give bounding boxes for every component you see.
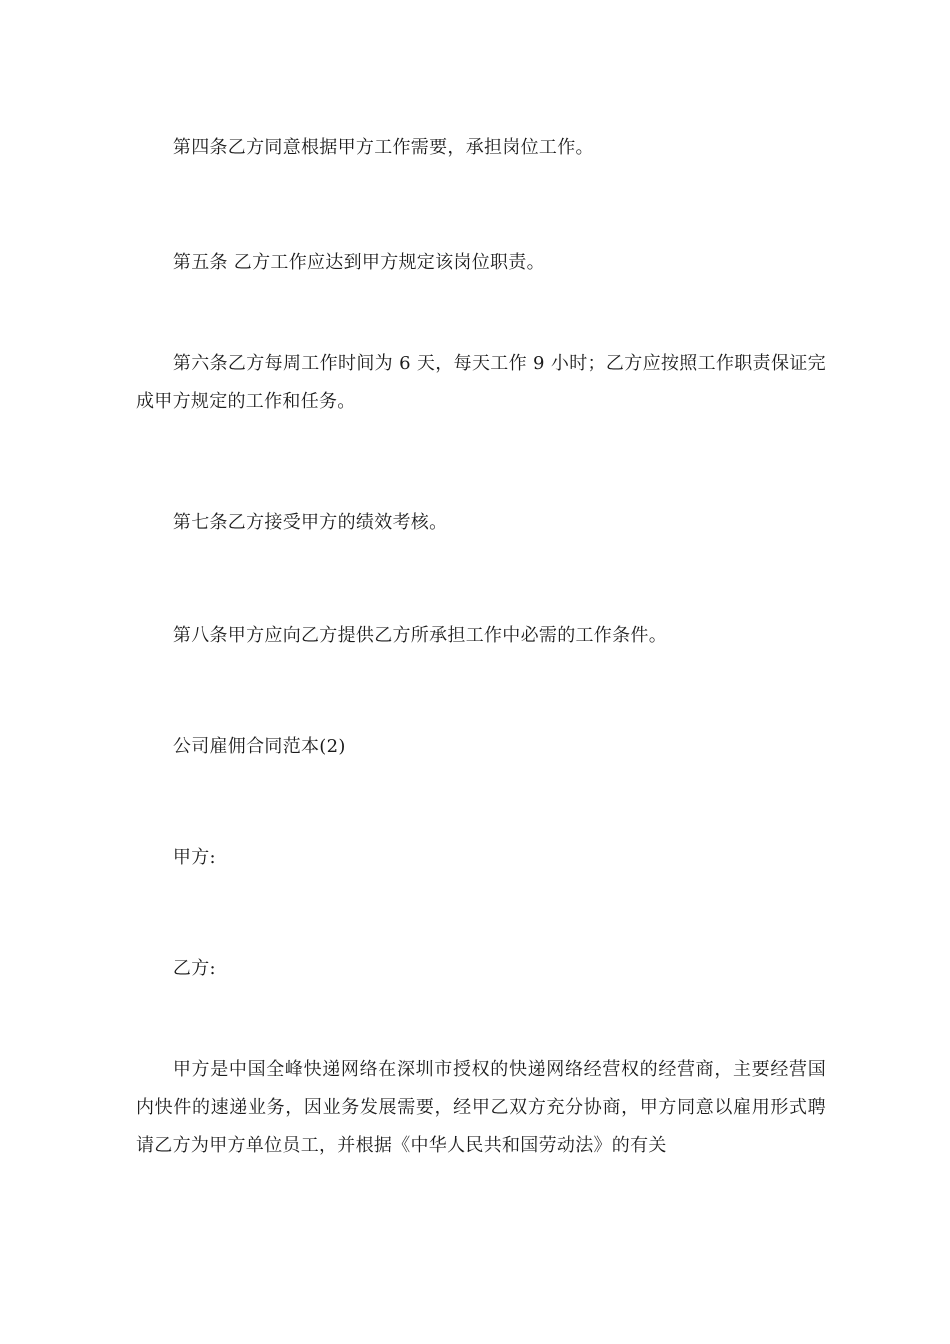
contract-title: 公司雇佣合同范本(2) — [172, 736, 346, 757]
article-7-paragraph: 第七条乙方接受甲方的绩效考核。 — [172, 512, 448, 533]
article-8-paragraph: 第八条甲方应向乙方提供乙方所承担工作中必需的工作条件。 — [172, 625, 667, 646]
article-5-paragraph: 第五条 乙方工作应达到甲方规定该岗位职责。 — [172, 252, 545, 273]
article-4-paragraph: 第四条乙方同意根据甲方工作需要，承担岗位工作。 — [172, 137, 594, 158]
party-a-label: 甲方: — [172, 847, 216, 868]
article-6-paragraph: 第六条乙方每周工作时间为 6 天，每天工作 9 小时；乙方应按照工作职责保证完成甲方规定的工作和任务。 — [136, 353, 826, 412]
intro-paragraph: 甲方是中国全峰快递网络在深圳市授权的快递网络经营权的经营商，主要经营国内快件的速递业务，因业务发展需要，经甲乙双方充分协商，甲方同意以雇用形式聘请乙方为甲方单位员工，并根据《中华人民共和国劳动法》的有关 — [136, 1059, 826, 1156]
party-b-label: 乙方: — [172, 958, 216, 979]
